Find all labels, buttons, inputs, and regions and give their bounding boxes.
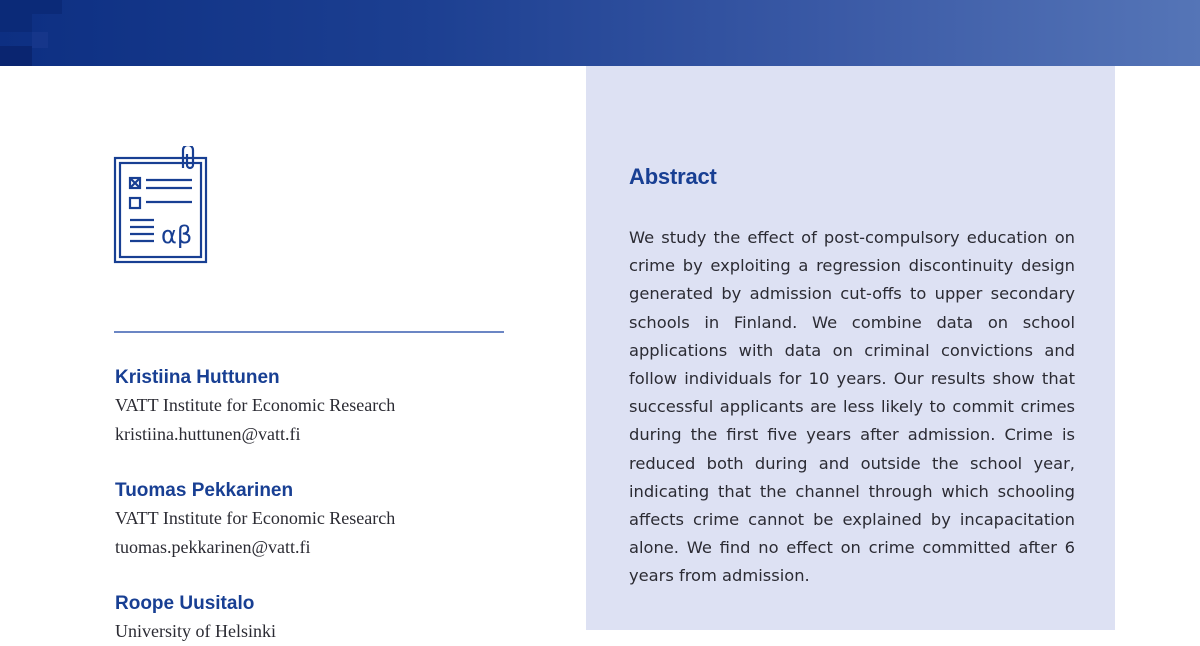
banner-pixel-decoration	[0, 46, 32, 66]
author-block	[115, 591, 276, 646]
paper-document-icon	[110, 146, 214, 268]
top-banner	[0, 0, 1200, 66]
alpha-beta-symbol: αβ	[161, 221, 193, 249]
author-block	[115, 365, 395, 449]
author-name: Roope Uusitalo	[115, 593, 255, 614]
banner-pixel-decoration	[0, 14, 32, 32]
author-block	[115, 478, 395, 562]
banner-pixel-decoration	[0, 0, 62, 14]
abstract-text: We study the effect of post-compulsory education on crime by exploiting a regression discontinuity design generated by admission cut-offs to upper secondary schools in Finland. We combine data on school applications with data on criminal convictions and follow individuals for 10 years. Our results show that successful applicants are less likely to commit crimes during the first five years after admission. Crime is reduced both during and outside the school year, indicating that the channel through which schooling affects crime cannot be explained by incapacitation alone. We find no effect on crime committed after 6 years from admission.	[629, 228, 1075, 586]
author-affiliation: University of Helsinki	[115, 621, 276, 641]
author-affiliation: VATT Institute for Economic Research	[115, 395, 396, 415]
author-name: Kristiina Huttunen	[115, 367, 280, 388]
abstract-heading: Abstract	[629, 164, 717, 189]
author-email: kristiina.huttunen@vatt.fi	[115, 424, 301, 444]
divider-line	[114, 331, 504, 333]
banner-pixel-decoration	[32, 32, 48, 48]
author-email: tuomas.pekkarinen@vatt.fi	[115, 537, 311, 557]
author-affiliation: VATT Institute for Economic Research	[115, 508, 396, 528]
author-name: Tuomas Pekkarinen	[115, 480, 294, 501]
abstract-panel	[586, 66, 1115, 630]
